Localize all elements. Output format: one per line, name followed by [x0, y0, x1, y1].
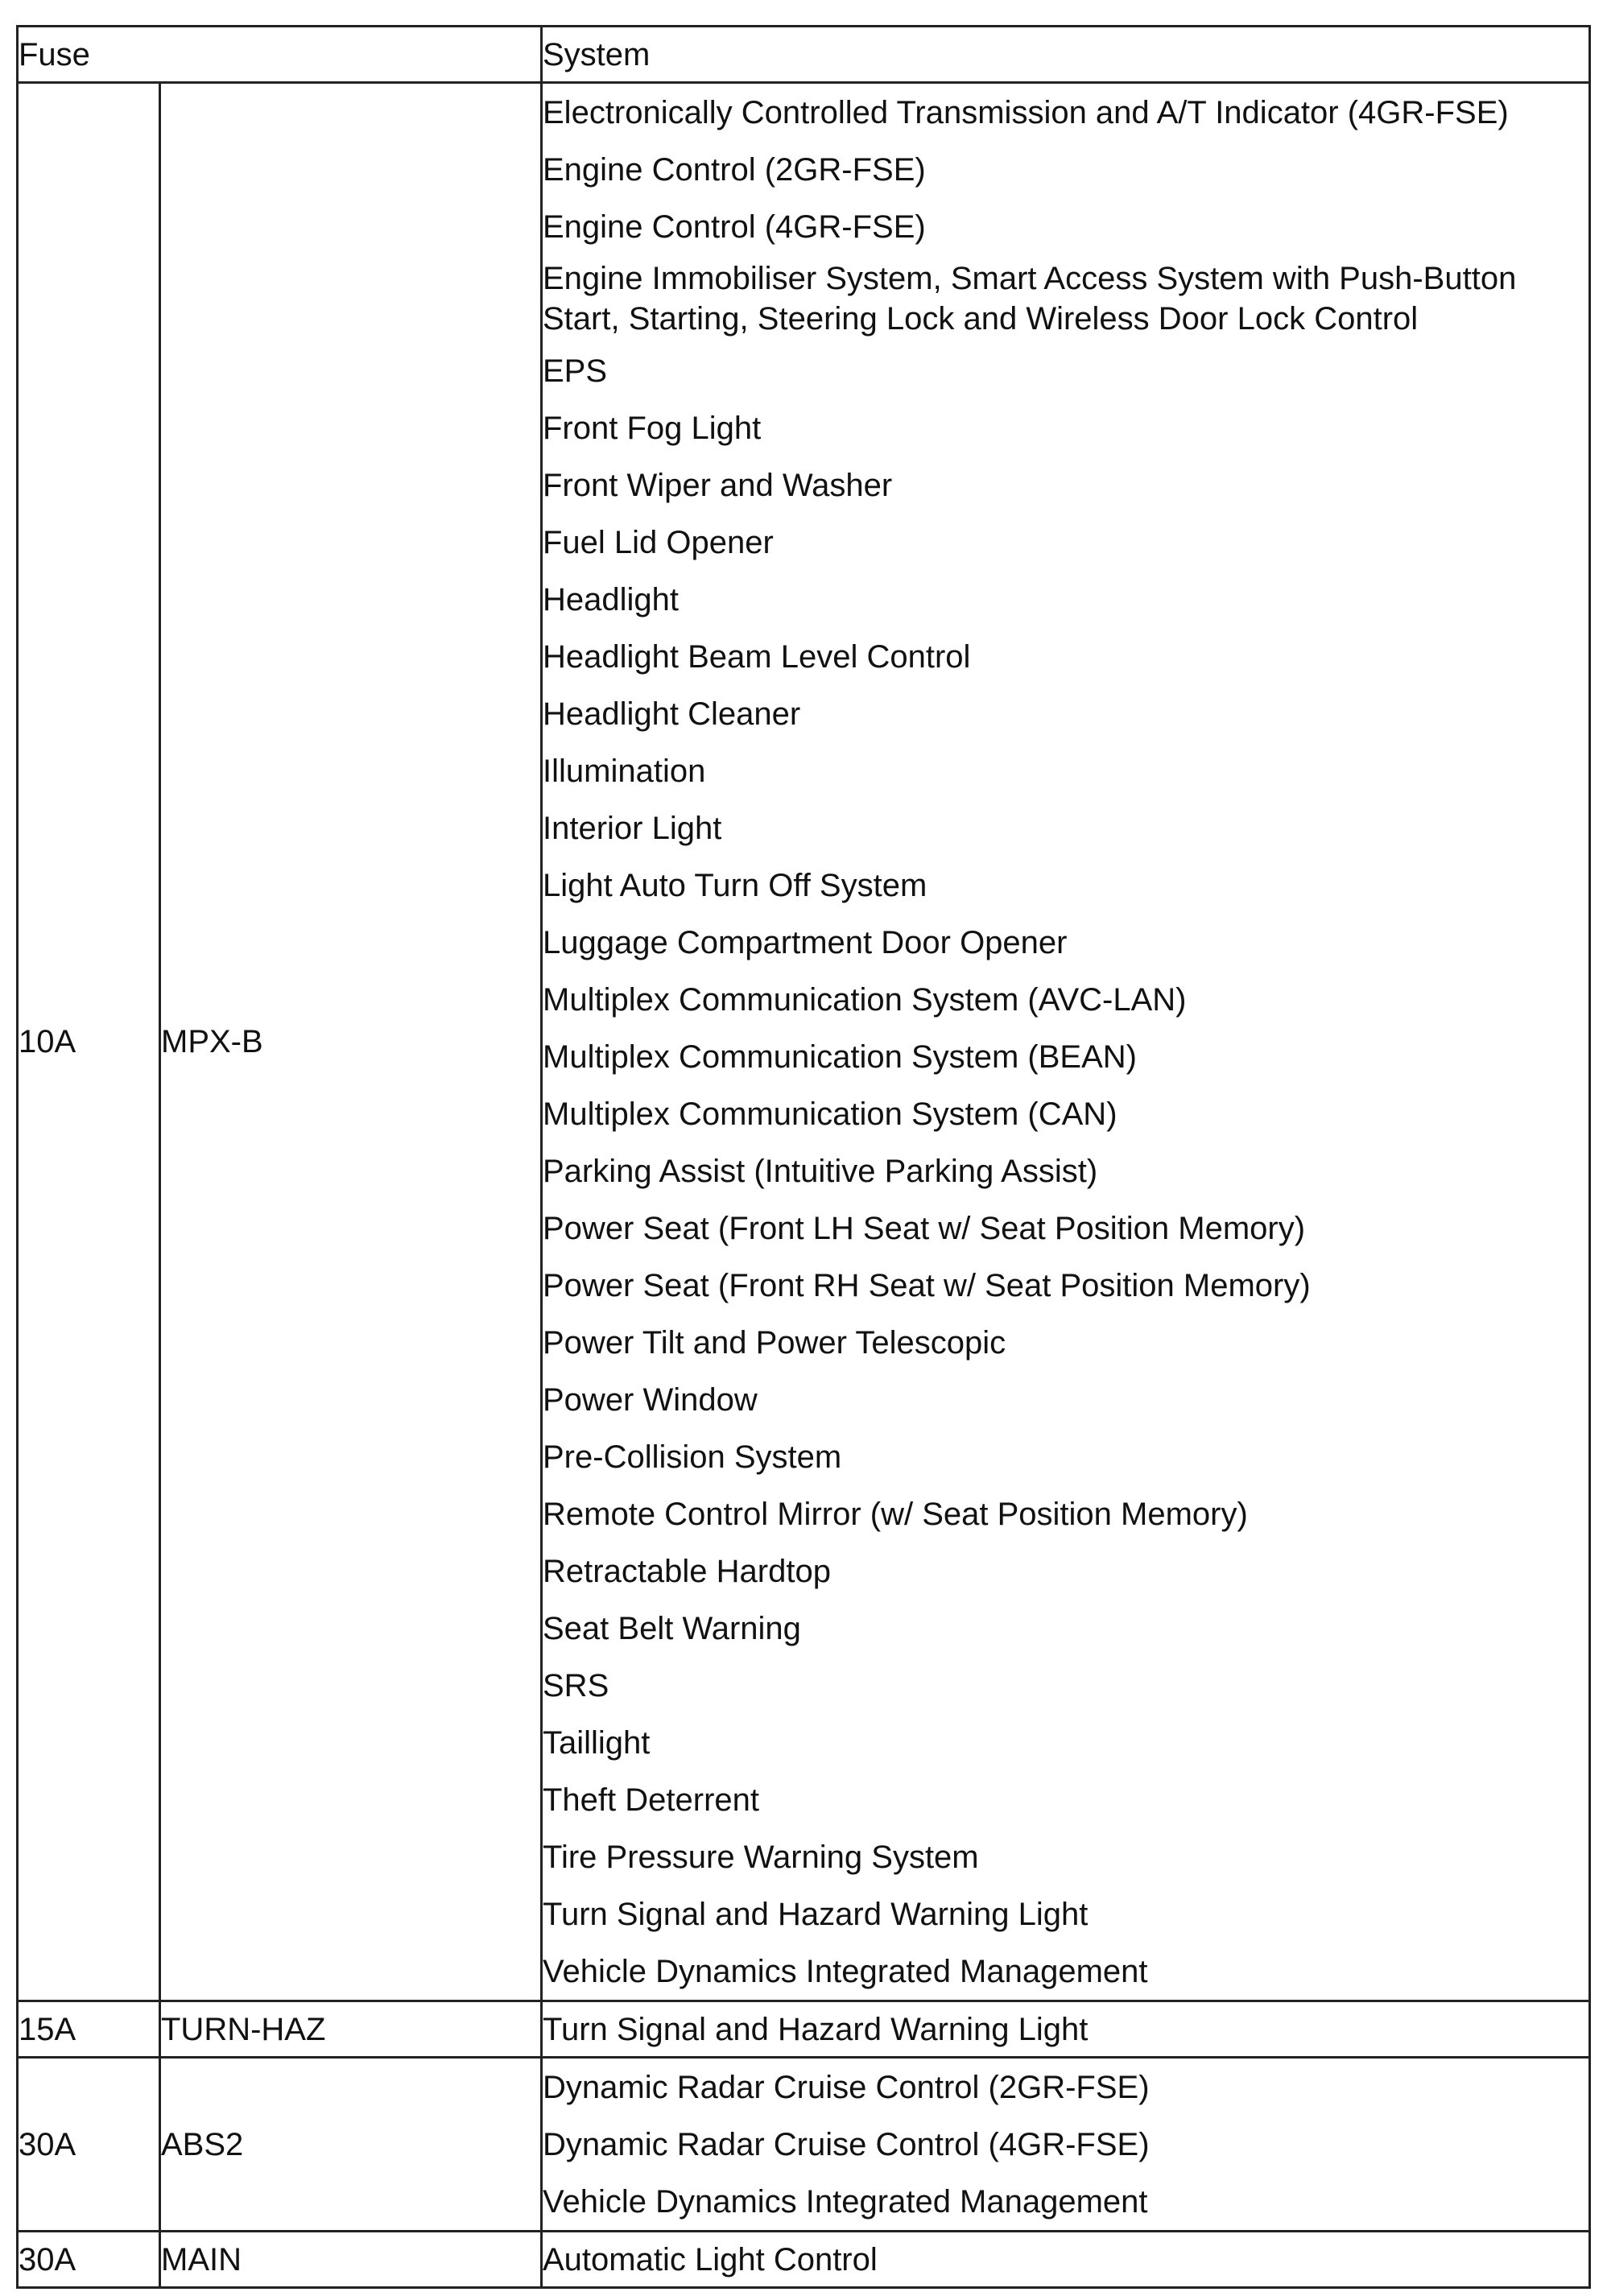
system-item: Vehicle Dynamics Integrated Management	[543, 1953, 1148, 1989]
table-row	[18, 2001, 1590, 2058]
header-system: System	[542, 27, 1590, 83]
fuse-systems	[542, 83, 1590, 2001]
system-item: Seat Belt Warning	[543, 1610, 801, 1646]
system-item: Headlight Cleaner	[543, 696, 801, 732]
system-item: Retractable Hardtop	[543, 1553, 831, 1589]
system-item: Interior Light	[543, 810, 722, 846]
system-item: Electronically Controlled Transmission and A/T Indicator (4GR-FSE)	[543, 94, 1509, 130]
system-list	[543, 2059, 1588, 2230]
table-row	[18, 83, 1590, 2001]
fuse-name: ABS2	[160, 2058, 542, 2232]
system-item: Multiplex Communication System (CAN)	[543, 1096, 1117, 1132]
header-row	[18, 27, 1590, 83]
system-item: Multiplex Communication System (AVC-LAN)	[543, 981, 1187, 1018]
table-row	[18, 2232, 1590, 2288]
system-item: Theft Deterrent	[543, 1782, 760, 1818]
system-item: Dynamic Radar Cruise Control (4GR-FSE)	[543, 2126, 1150, 2162]
system-item: Headlight Beam Level Control	[543, 638, 971, 675]
system-item: EPS	[543, 353, 608, 389]
system-item: Power Seat (Front RH Seat w/ Seat Position Memory)	[543, 1267, 1311, 1303]
fuse-amperage: 10A	[18, 83, 160, 2001]
system-item: Dynamic Radar Cruise Control (2GR-FSE)	[543, 2069, 1150, 2105]
fuse-name: TURN-HAZ	[160, 2001, 542, 2058]
system-item: Light Auto Turn Off System	[543, 867, 927, 903]
fuse-systems: Automatic Light Control	[542, 2232, 1590, 2288]
system-item: Turn Signal and Hazard Warning Light	[543, 1896, 1089, 1932]
system-item: Multiplex Communication System (BEAN)	[543, 1039, 1137, 1075]
fuse-name: MAIN	[160, 2232, 542, 2288]
system-item: Taillight	[543, 1724, 651, 1761]
table-row	[18, 2058, 1590, 2232]
system-item: Power Seat (Front LH Seat w/ Seat Position Memory)	[543, 1210, 1306, 1246]
system-item: Illumination	[543, 753, 706, 789]
system-item: Fuel Lid Opener	[543, 524, 774, 560]
system-item: Pre-Collision System	[543, 1439, 842, 1475]
system-item: Parking Assist (Intuitive Parking Assist)	[543, 1153, 1098, 1189]
system-item: Luggage Compartment Door Opener	[543, 924, 1068, 960]
system-item: Front Wiper and Washer	[543, 467, 893, 503]
system-item: Engine Immobiliser System, Smart Access System with Push-Button Start, Starting, Steering Lock and Wireless Door Lock Control	[543, 261, 1517, 337]
system-item: Vehicle Dynamics Integrated Management	[543, 2183, 1148, 2220]
system-item: Engine Control (4GR-FSE)	[543, 209, 926, 245]
system-item: Engine Control (2GR-FSE)	[543, 151, 926, 188]
fuse-name: MPX-B	[160, 83, 542, 2001]
fuse-amperage: 30A	[18, 2232, 160, 2288]
fuse-systems: Turn Signal and Hazard Warning Light	[542, 2001, 1590, 2058]
system-item: Power Tilt and Power Telescopic	[543, 1324, 1006, 1361]
system-item: Remote Control Mirror (w/ Seat Position Memory)	[543, 1496, 1248, 1532]
system-item: Power Window	[543, 1381, 758, 1418]
system-item: Headlight	[543, 581, 680, 617]
fuse-amperage: 30A	[18, 2058, 160, 2232]
fuse-systems	[542, 2058, 1590, 2232]
system-item: SRS	[543, 1667, 609, 1703]
system-item: Front Fog Light	[543, 410, 762, 446]
system-list	[543, 84, 1588, 2000]
system-item: Tire Pressure Warning System	[543, 1839, 979, 1875]
fuse-table	[16, 25, 1591, 2289]
fuse-amperage: 15A	[18, 2001, 160, 2058]
header-fuse: Fuse	[18, 27, 542, 83]
